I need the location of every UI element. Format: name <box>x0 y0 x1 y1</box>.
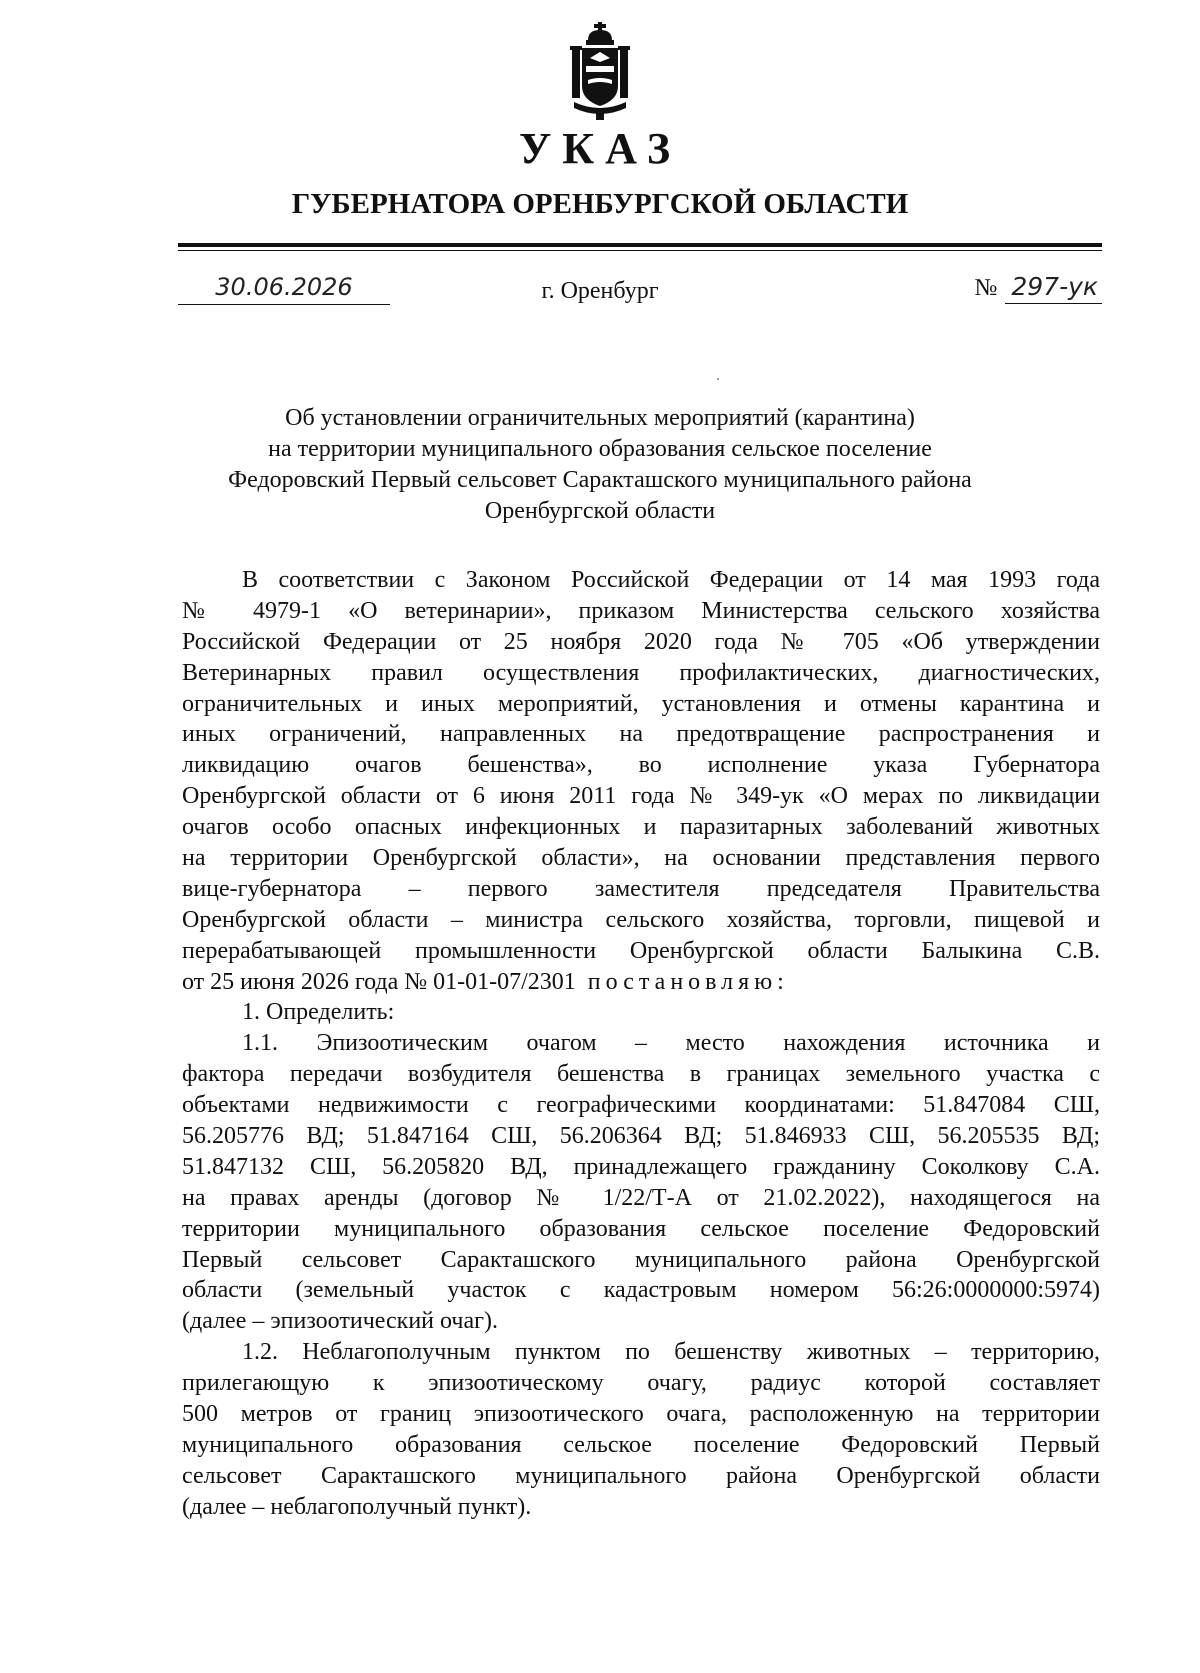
body-line: на правах аренды (договор № 1/22/Т-А от 21.02.2022), находящегося на <box>182 1184 1100 1211</box>
body-line: ограничительных и иных мероприятий, установления и отмены карантина и <box>182 690 1100 717</box>
body-line: 51.847132 СШ, 56.205820 ВД, принадлежащего гражданину Соколкову С.А. <box>182 1153 1100 1180</box>
body-line: Оренбургской области от 6 июня 2011 года № 349-ук «О мерах по ликвидации <box>182 783 1100 810</box>
body-line: № 4979-1 «О ветеринарии», приказом Министерства сельского хозяйства <box>182 597 1100 624</box>
body-line: 56.205776 ВД; 51.847164 СШ, 56.206364 ВД; 51.846933 СШ, 56.205535 ВД; <box>182 1123 1100 1150</box>
body-line-resolution <box>182 967 1100 998</box>
number-value: 297-ук <box>1005 272 1102 304</box>
item-1-heading: 1. Определить: <box>242 999 395 1026</box>
body-line: области (земельный участок с кадастровым номером 56:26:0000000:5974) <box>182 1277 1100 1304</box>
body-line: ликвидацию очагов бешенства», во исполнение указа Губернатора <box>182 752 1100 779</box>
subject-line: Об установлении ограничительных мероприятий (карантина) <box>285 405 915 431</box>
header-divider <box>178 243 1102 247</box>
decree-subject <box>0 403 1200 527</box>
body-line: на территории Оренбургской области», на основании представления первого <box>182 845 1100 872</box>
body-line: 1.1. Эпизоотическим очагом – место нахождения источника и <box>242 1030 1100 1057</box>
body-line: объектами недвижимости с географическими координатами: 51.847084 СШ, <box>182 1092 1100 1119</box>
meta-row <box>0 272 1200 332</box>
document-issuer: ГУБЕРНАТОРА ОРЕНБУРГСКОЙ ОБЛАСТИ <box>291 188 909 220</box>
body-line: вице-губернатора – первого заместителя председателя Правительства <box>182 875 1100 902</box>
document-title: УКАЗ <box>518 124 682 173</box>
body-line: (далее – эпизоотический очаг). <box>182 1308 498 1335</box>
body-line: от 25 июня 2026 года № 01-01-07/2301 <box>182 968 576 995</box>
body-line: фактора передачи возбудителя бешенства в границах земельного участка с <box>182 1061 1100 1088</box>
subject-line: на территории муниципального образования сельское поселение <box>268 436 932 462</box>
resolve-word: постановляю: <box>587 968 789 995</box>
header-divider-thin <box>178 250 1102 251</box>
body-line: перерабатывающей промышленности Оренбургской области Балыкина С.В. <box>182 937 1100 964</box>
body-line: В соответствии с Законом Российской Федерации от 14 мая 1993 года <box>242 567 1100 593</box>
scan-speck <box>717 378 719 380</box>
decree-city: г. Оренбург <box>541 278 659 304</box>
body-line: Российской Федерации от 25 ноября 2020 года № 705 «Об утверждении <box>182 628 1100 655</box>
body-line: очагов особо опасных инфекционных и паразитарных заболеваний животных <box>182 814 1100 841</box>
body-line: Ветеринарных правил осуществления профилактических, диагностических, <box>182 659 1100 686</box>
body-line: иных ограничений, направленных на предотвращение распространения и <box>182 721 1100 748</box>
coat-of-arms-icon <box>568 22 632 122</box>
body-line: территории муниципального образования сельское поселение Федоровский <box>182 1215 1100 1242</box>
number-label: № <box>974 275 998 301</box>
body-line: муниципального образования сельское поселение Федоровский Первый <box>182 1431 1100 1458</box>
body-line: сельсовет Саракташского муниципального района Оренбургской области <box>182 1462 1100 1489</box>
body-line: 500 метров от границ эпизоотического очага, расположенную на территории <box>182 1401 1100 1428</box>
decree-date: 30.06.2026 <box>178 272 390 305</box>
body-line: Оренбургской области – министра сельского хозяйства, торговли, пищевой и <box>182 906 1100 933</box>
body-line: 1.2. Неблагополучным пунктом по бешенству животных – территорию, <box>242 1339 1100 1366</box>
decree-number <box>974 272 1102 304</box>
subject-line: Оренбургской области <box>484 498 716 524</box>
body-line: (далее – неблагополучный пункт). <box>182 1493 532 1520</box>
body-line: Первый сельсовет Саракташского муниципального района Оренбургской <box>182 1246 1100 1273</box>
body-line: прилегающую к эпизоотическому очагу, радиус которой составляет <box>182 1370 1100 1397</box>
subject-line: Федоровский Первый сельсовет Саракташского муниципального района <box>228 467 972 493</box>
decree-body <box>182 565 1100 1523</box>
